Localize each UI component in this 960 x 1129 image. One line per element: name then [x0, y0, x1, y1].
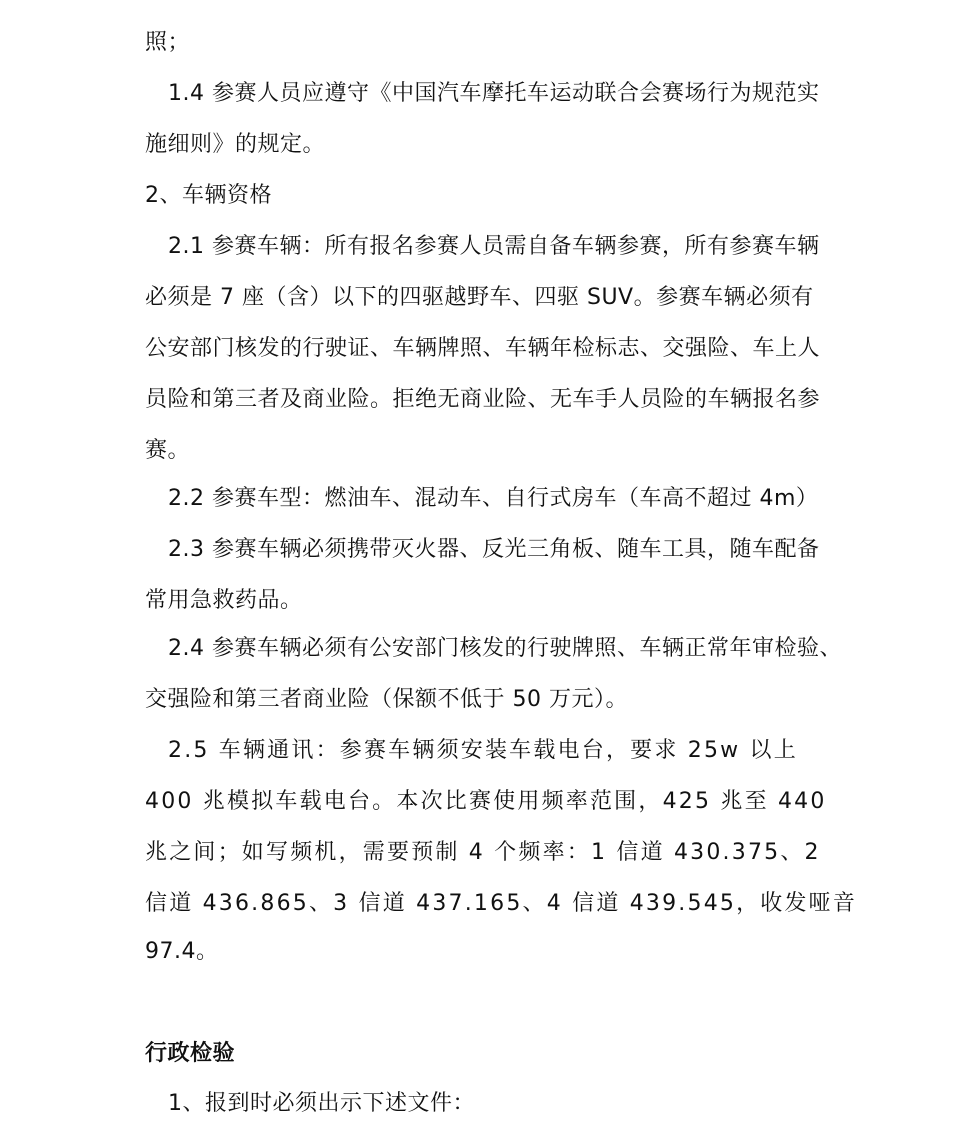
rule-2-1-line-3: 公安部门核发的行驶证、车辆牌照、车辆年检标志、交强险、车上人 — [145, 336, 821, 361]
rule-2-5-line-2: 400 兆模拟车载电台。本次比赛使用频率范围，425 兆至 440 — [145, 789, 827, 814]
rule-2-1-line-4: 员险和第三者及商业险。拒绝无商业险、无车手人员险的车辆报名参 — [145, 387, 821, 412]
rule-2-3-line-1: 2.3 参赛车辆必须携带灭火器、反光三角板、随车工具，随车配备 — [168, 537, 820, 562]
rule-1-4-line-1: 1.4 参赛人员应遵守《中国汽车摩托车运动联合会赛场行为规范实 — [168, 81, 820, 106]
text-line-1: 照； — [145, 30, 191, 55]
rule-2-4-line-2: 交强险和第三者商业险（保额不低于 50 万元）。 — [145, 687, 628, 712]
rule-2-3-line-2: 常用急救药品。 — [145, 588, 303, 613]
rule-2-5-line-4: 信道 436.865、3 信道 437.165、4 信道 439.545，收发哑音 — [145, 891, 858, 916]
rule-1-4-line-2: 施细则》的规定。 — [145, 132, 326, 157]
rule-2-5-line-3: 兆之间；如写频机，需要预制 4 个频率：1 信道 430.375、2 — [145, 840, 821, 865]
rule-2-1-line-1: 2.1 参赛车辆：所有报名参赛人员需自备车辆参赛，所有参赛车辆 — [168, 234, 820, 259]
section-vehicle-qualification: 2、车辆资格 — [145, 183, 272, 208]
rule-2-2-line-1: 2.2 参赛车型：燃油车、混动车、自行式房车（车高不超过 4m） — [168, 486, 819, 511]
rule-2-4-line-1: 2.4 参赛车辆必须有公安部门核发的行驶牌照、车辆正常年审检验、 — [168, 636, 842, 661]
rule-2-1-line-2: 必须是 7 座（含）以下的四驱越野车、四驱 SUV。参赛车辆必须有 — [145, 285, 814, 310]
admin-inspection-item-1: 1、报到时必须出示下述文件： — [168, 1091, 475, 1116]
section-heading-admin-inspection: 行政检验 — [145, 1041, 236, 1066]
rule-2-5-line-1: 2.5 车辆通讯：参赛车辆须安装车载电台，要求 25w 以上 — [168, 738, 798, 763]
rule-2-5-line-5: 97.4。 — [145, 939, 219, 964]
rule-2-1-line-5: 赛。 — [145, 438, 191, 463]
